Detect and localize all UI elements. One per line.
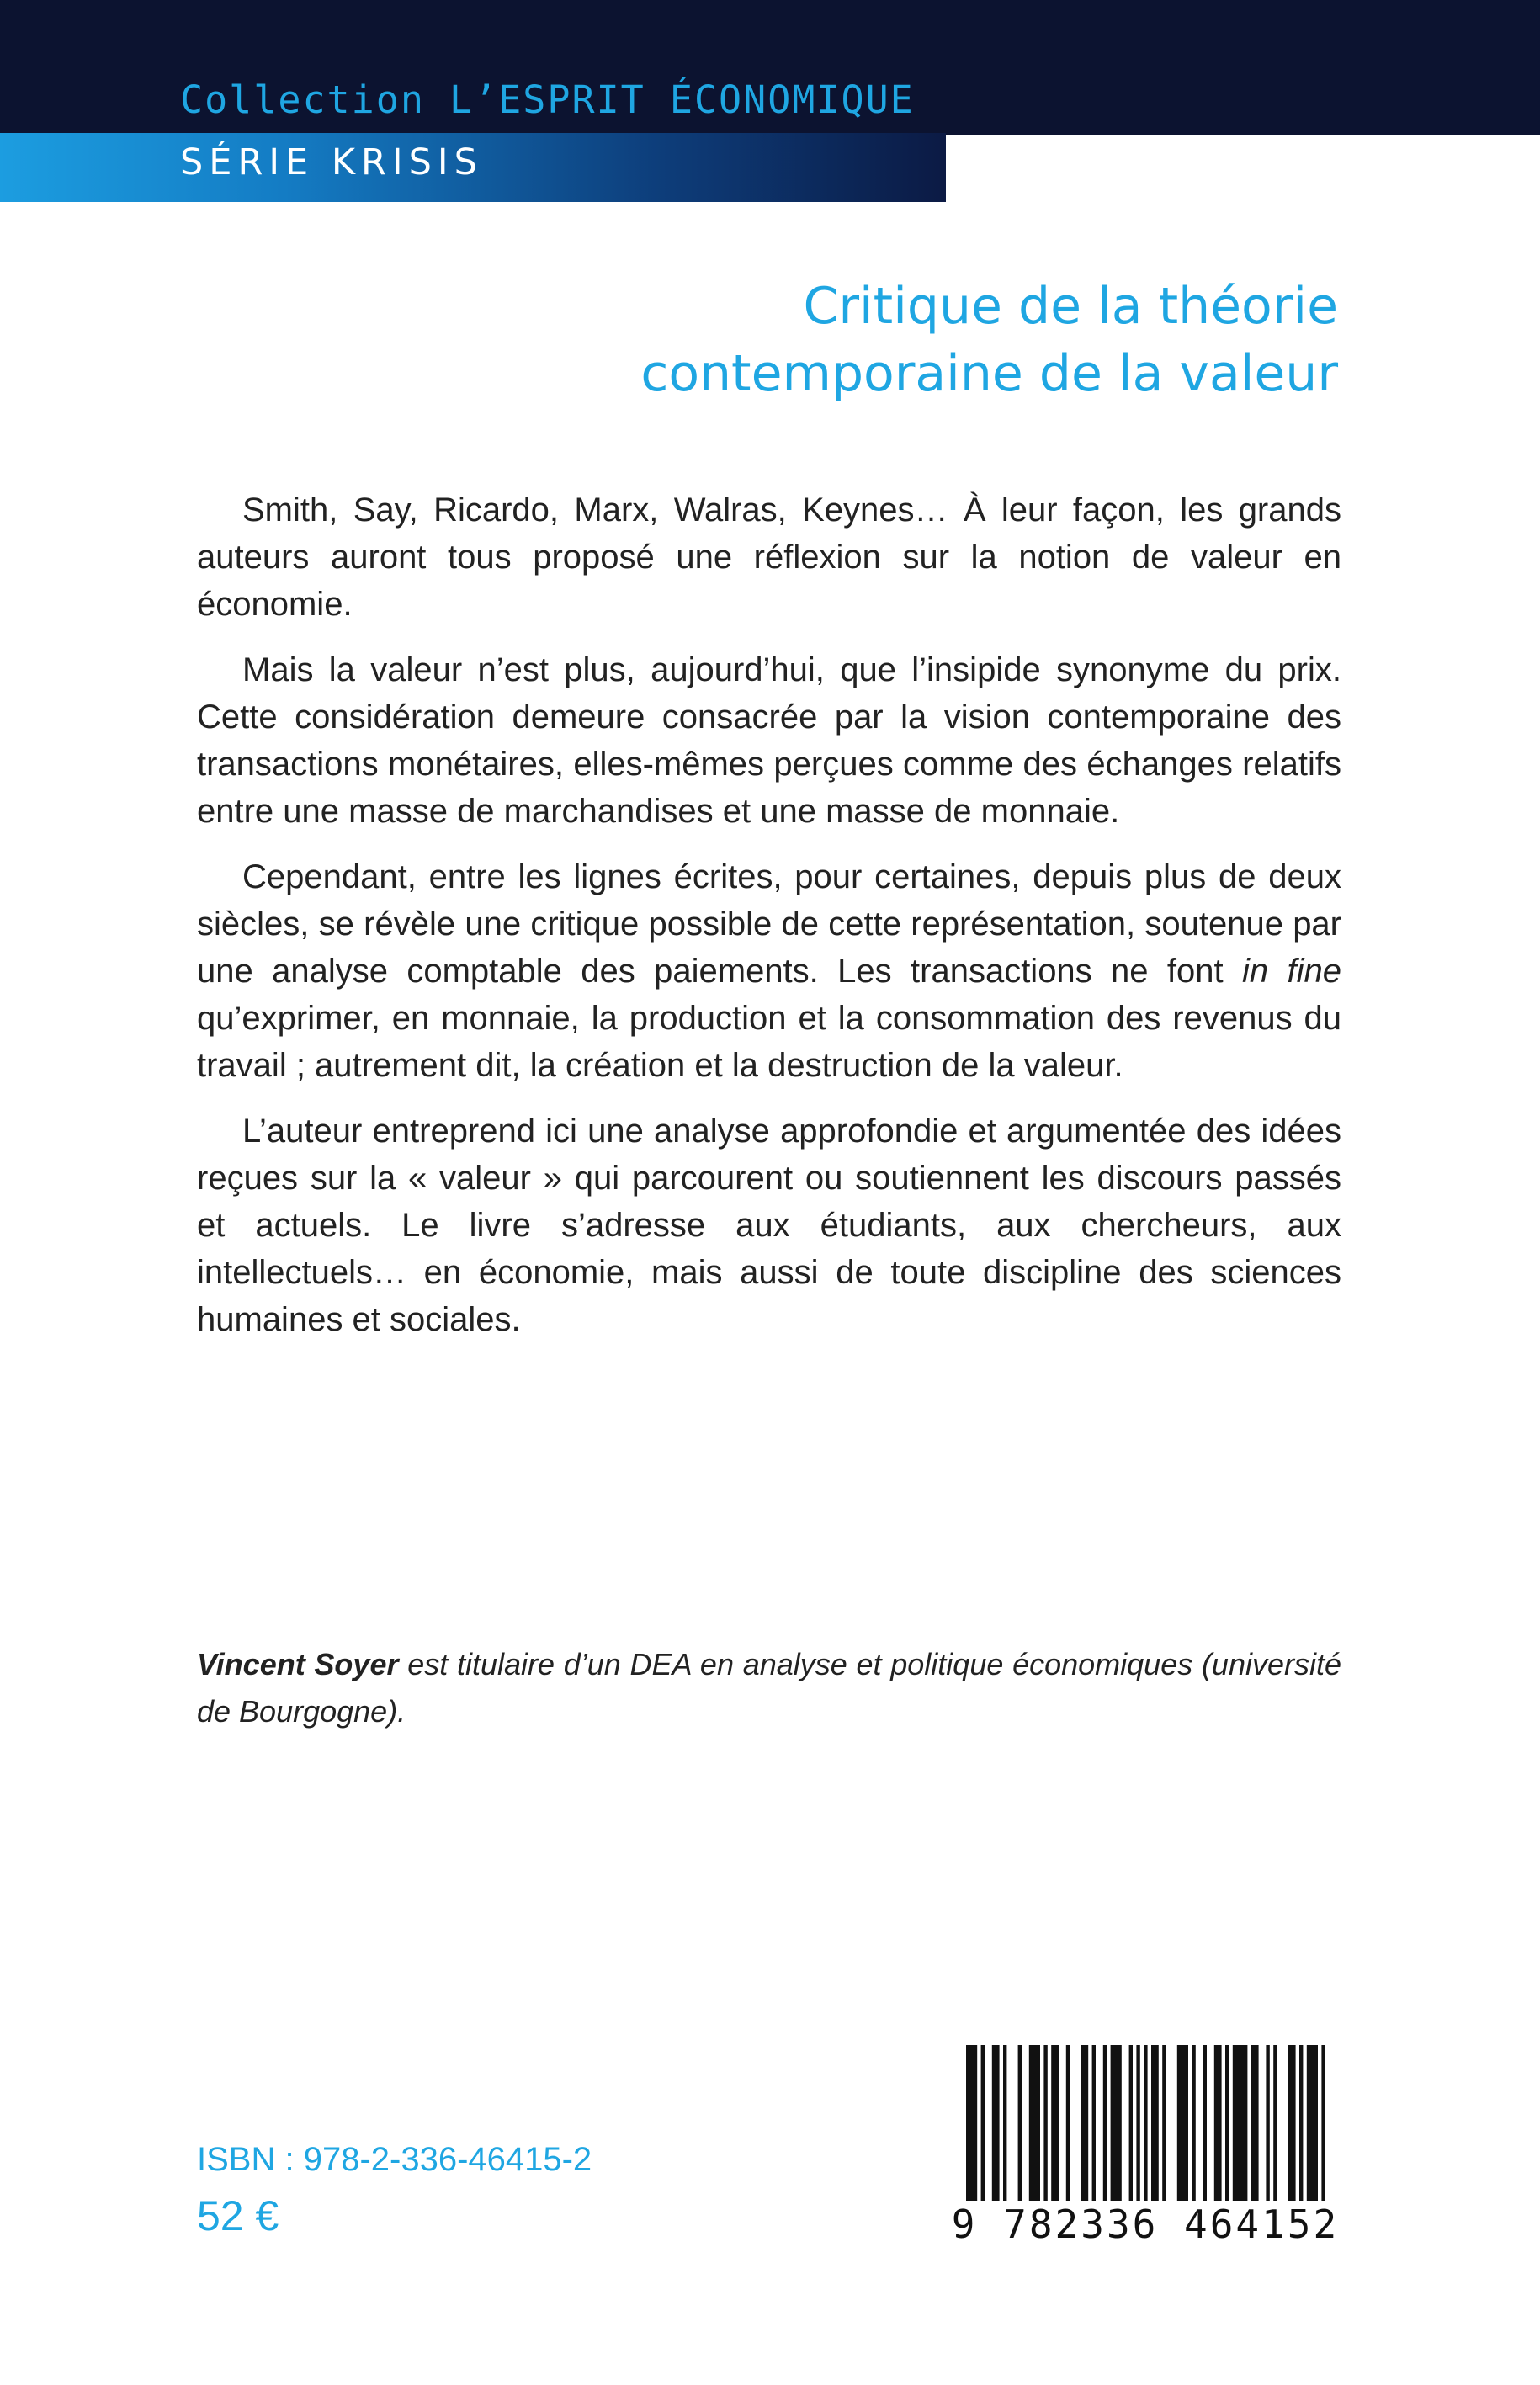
blurb-paragraph-3	[197, 853, 1341, 1089]
author-name: Vincent Soyer	[197, 1647, 399, 1681]
barcode-bar	[1251, 2045, 1259, 2201]
book-title-line-1: Critique de la théorie	[803, 277, 1338, 336]
barcode-bar	[1162, 2045, 1166, 2201]
barcode-bar	[1151, 2045, 1159, 2201]
series-name: SÉRIE KRISIS	[180, 141, 483, 183]
barcode-bar	[1192, 2045, 1195, 2201]
barcode-bar	[1225, 2045, 1229, 2201]
barcode-bar	[1177, 2045, 1188, 2201]
collection-name: Collection L’ESPRIT ÉCONOMIQUE	[180, 77, 915, 122]
barcode-bar	[1144, 2045, 1147, 2201]
barcode-bar	[1307, 2045, 1318, 2201]
barcode-bar	[1043, 2045, 1047, 2201]
barcode-bar	[1233, 2045, 1248, 2201]
barcode-bar	[1299, 2045, 1303, 2201]
barcode-bar	[1136, 2045, 1139, 2201]
author-bio	[197, 1641, 1341, 1735]
barcode-bar	[1018, 2045, 1022, 2201]
barcode-bar	[981, 2045, 985, 2201]
barcode-bars	[941, 2037, 1350, 2205]
barcode-bar	[1203, 2045, 1207, 2201]
barcode-bar	[1092, 2045, 1096, 2201]
blurb-paragraph-1: Smith, Say, Ricardo, Marx, Walras, Keynes… À leur façon, les grands auteurs auront tous proposé une réflexion sur la notion de valeur en économie.	[197, 491, 1341, 623]
blurb-paragraph-3-start: Cependant, entre les lignes écrites, pour certaines, depuis plus de deux siècles, se révèle une critique possible de cette représentation, soutenue par une analyse comptable des paiements. Les transactions ne font	[197, 858, 1341, 990]
blurb-paragraph-3-end: qu’exprimer, en monnaie, la production et la consommation des revenus du travail ; autrement dit, la création et la destruction de la valeur.	[197, 1000, 1341, 1084]
author-bio-text: est titulaire d’un DEA en analyse et politique économiques (université de Bourgogne).	[197, 1647, 1342, 1729]
blurb	[197, 486, 1341, 1362]
barcode-bar	[1321, 2045, 1325, 2201]
price: 52 €	[197, 2192, 279, 2239]
barcode-bar	[1273, 2045, 1277, 2201]
barcode-bar	[1081, 2045, 1088, 2201]
barcode-bar	[1051, 2045, 1059, 2201]
barcode-bar	[1288, 2045, 1296, 2201]
isbn: ISBN : 978-2-336-46415-2	[197, 2141, 592, 2178]
barcode-bar	[1111, 2045, 1122, 2201]
barcode-bar	[1029, 2045, 1040, 2201]
barcode-bar	[992, 2045, 1000, 2201]
barcode-bar	[1066, 2045, 1070, 2201]
barcode-bar	[1214, 2045, 1222, 2201]
blurb-paragraph-3-italic: in fine	[1242, 953, 1341, 990]
book-title	[471, 273, 1338, 407]
barcode-bar	[1003, 2045, 1006, 2201]
barcode	[941, 2037, 1350, 2255]
barcode-bar	[1103, 2045, 1107, 2201]
header-white-notch	[946, 135, 1540, 202]
barcode-digits: 9 782336 464152	[951, 2202, 1340, 2247]
barcode-bar	[966, 2045, 977, 2201]
blurb-paragraph-4: L’auteur entreprend ici une analyse approfondie et argumentée des idées reçues sur la « valeur » qui parcourent ou soutiennent les discours passés et actuels. Le livre s’adresse aux étudiants, aux chercheurs, aux intellectuels… en économie, mais aussi de toute discipline des sciences humaines et sociales.	[197, 1113, 1341, 1338]
book-title-line-2: contemporaine de la valeur	[640, 344, 1338, 403]
barcode-bar	[1129, 2045, 1133, 2201]
barcode-bar	[1266, 2045, 1269, 2201]
blurb-paragraph-2: Mais la valeur n’est plus, aujourd’hui, que l’insipide synonyme du prix. Cette considération demeure consacrée par la vision contemporaine des transactions monétaires, elles-mêmes perçues comme des échanges relatifs entre une masse de marchandises et une masse de monnaie.	[197, 651, 1341, 830]
